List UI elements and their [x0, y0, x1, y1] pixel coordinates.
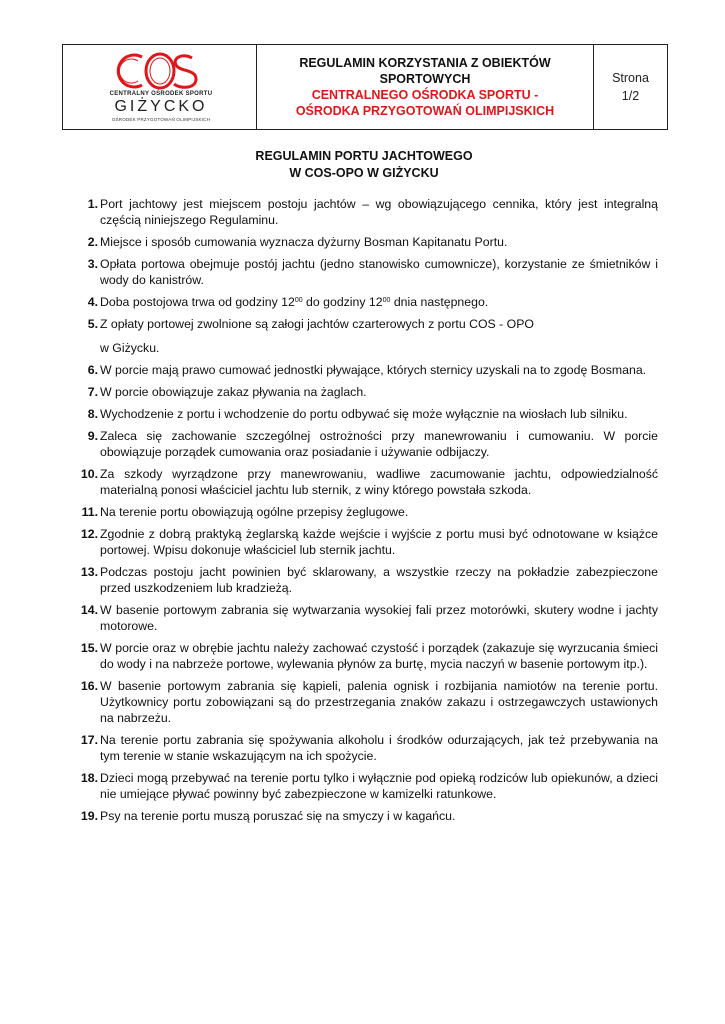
rule-number: 10. [80, 467, 98, 481]
document-title [62, 148, 666, 182]
rule-item [62, 294, 658, 310]
rule-item [62, 640, 658, 672]
header-title-line2: SPORTOWYCH [379, 72, 471, 86]
rule-text: W porcie oraz w obrębie jachtu należy zachować czystość i porządek (zakazuje się wyrzucania śmieci do wody i na nabrzeże portowe, wylewania płynów za burtę, mycia naczyń w basenie portowym itp.). [100, 641, 658, 671]
rule-text: Na terenie portu obowiązują ogólne przepisy żeglugowe. [100, 505, 409, 519]
rule-item [62, 504, 658, 520]
header-title-line1: REGULAMIN KORZYSTANIA Z OBIEKTÓW [299, 56, 551, 70]
rule-item [62, 428, 658, 460]
rule-item [62, 732, 658, 764]
rule-number: 19. [80, 809, 98, 823]
rule-number: 13. [80, 565, 98, 579]
page-indicator [594, 45, 667, 129]
logo-cell [63, 45, 257, 129]
rule-text: Zaleca się zachowanie szczególnej ostrożności przy manewrowaniu i cumowaniu. W porcie obowiązuje porządek cumowania oraz posiadanie i używanie odbijaczy. [100, 429, 658, 459]
rule-item [62, 316, 658, 356]
rule-item [62, 466, 658, 498]
rule-number: 14. [80, 603, 98, 617]
rule-item [62, 678, 658, 726]
document-title-line1: REGULAMIN PORTU JACHTOWEGO [255, 149, 473, 163]
header-title [257, 45, 594, 129]
rule-number: 4. [87, 295, 98, 309]
logo-city: GIŻYCKO [114, 98, 208, 115]
rule-text: Miejsce i sposób cumowania wyznacza dyżurny Bosman Kapitanatu Portu. [100, 235, 508, 249]
rule-text: W porcie obowiązuje zakaz pływania na żaglach. [100, 385, 367, 399]
rule-number: 7. [87, 385, 98, 399]
rule-number: 15. [80, 641, 98, 655]
rule-text: Podczas postoju jacht powinien być sklarowany, a wszystkie rzeczy na pokładzie zabezpieczone przed uszkodzeniem lub kradzieżą. [100, 565, 658, 595]
rule-number: 5. [87, 317, 98, 331]
header-title-line3: CENTRALNEGO OŚRODKA SPORTU - [311, 88, 539, 102]
rule-number: 11. [81, 505, 98, 519]
rule-text: Opłata portowa obejmuje postój jachtu (jedno stanowisko cumownicze), korzystanie ze śmietników i wody do kanistrów. [100, 257, 658, 287]
rule-item [62, 234, 658, 250]
rule-text: Wychodzenie z portu i wchodzenie do portu odbywać się może wyłącznie na wiosłach lub silniku. [100, 407, 628, 421]
page-value: 1/2 [621, 89, 640, 103]
rule-text: Psy na terenie portu muszą poruszać się na smyczy i w kagańcu. [100, 809, 456, 823]
rule-number: 1. [87, 197, 98, 211]
rule-text: Zgodnie z dobrą praktyką żeglarską każde wejście i wyjście z portu musi być odnotowane w książce portowej. Wpisu dokonuje właściciel lub sternik jachtu. [100, 527, 658, 557]
rules-list [62, 196, 658, 830]
rule-text: W basenie portowym zabrania się kąpieli, palenia ognisk i rozbijania namiotów na terenie portu. Użytkownicy portu zobowiązani są do przestrzegania znaków zakazu i ostrzegawczych ustawionych na nabrzeżu. [100, 679, 658, 725]
rule-item [62, 362, 658, 378]
rule-item [62, 602, 658, 634]
rule-number: 17. [80, 733, 98, 747]
rule-item [62, 384, 658, 400]
logo-tagline: OŚRODEK PRZYGOTOWAŃ OLIMPIJSKICH [111, 117, 211, 122]
rule-number: 2. [87, 235, 98, 249]
rule-number: 16. [80, 679, 98, 693]
rule-text: W porcie mają prawo cumować jednostki pływające, których sternicy uzyskali na to zgodę Bosmana. [100, 363, 647, 377]
rule-number: 12. [80, 527, 98, 541]
rule-item [62, 526, 658, 558]
rule-text: Port jachtowy jest miejscem postoju jachtów – wg obowiązującego cennika, który jest integralną częścią niniejszego Regulaminu. [100, 197, 658, 227]
rule-text: Za szkody wyrządzone przy manewrowaniu, wadliwe zacumowanie jachtu, odpowiedzialność materialną ponosi właściciel jachtu lub sternik, z winy którego powstała szkoda. [100, 467, 658, 497]
rule-number: 9. [87, 429, 98, 443]
rule-item [62, 808, 658, 824]
rule-text: Doba postojowa trwa od godziny $12^{00}$ do godziny $12^{00}$ dnia następnego. [100, 295, 489, 309]
rule-number: 8. [87, 407, 98, 421]
rule-text: W basenie portowym zabrania się wytwarzania wysokiej fali przez motorówki, skutery wodne i jachty motorowe. [100, 603, 658, 633]
cos-logo-icon [108, 49, 212, 93]
rule-item [62, 406, 658, 422]
rule-text: Z opłaty portowej zwolnione są załogi jachtów czarterowych z portu COS - OPO w Giżycku. [100, 317, 534, 355]
rule-item [62, 196, 658, 228]
rule-number: 3. [87, 257, 98, 271]
rule-number: 6. [87, 363, 98, 377]
logo-subtitle: CENTRALNY OŚRODEK SPORTU [109, 91, 213, 97]
rule-text: Na terenie portu zabrania się spożywania alkoholu i środków odurzających, jak też przebywania na tym terenie w stanie wskazującym na ich spożycie. [100, 733, 658, 763]
page-label: Strona [612, 71, 649, 85]
document-title-line2: W COS-OPO W GIŻYCKU [289, 166, 439, 180]
rule-item [62, 256, 658, 288]
rule-number: 18. [80, 771, 98, 785]
header-title-line4: OŚRODKA PRZYGOTOWAŃ OLIMPIJSKICH [295, 104, 555, 118]
document-header [62, 44, 668, 130]
rule-text: Dzieci mogą przebywać na terenie portu tylko i wyłącznie pod opieką rodziców lub opiekunów, a dzieci nie umiejące pływać powinny być zabezpieczone w kamizelki ratunkowe. [100, 771, 658, 801]
rule-item [62, 770, 658, 802]
rule-item [62, 564, 658, 596]
